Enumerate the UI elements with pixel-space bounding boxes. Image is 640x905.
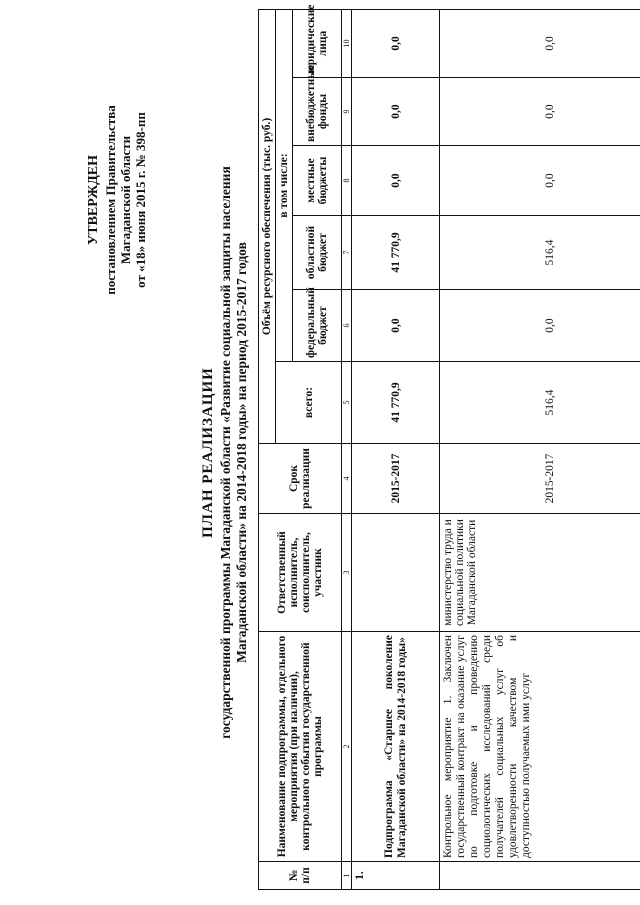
document-title: [198, 40, 250, 865]
col-number: 8: [342, 146, 352, 216]
row-federal: 0,0: [440, 290, 640, 362]
row-period: 2015-2017: [440, 444, 640, 514]
title-main: ПЛАН РЕАЛИЗАЦИИ: [200, 367, 216, 538]
approval-stamp: [86, 50, 148, 350]
plan-table: [258, 4, 640, 890]
col-number: 1: [342, 862, 352, 890]
row-legal: 0,0: [440, 9, 640, 77]
row-total: 41 770,9: [352, 362, 440, 444]
row-num: [440, 862, 640, 890]
col-number: 9: [342, 78, 352, 146]
row-name: Контрольное мероприятие 1. Заключен государственный контракт на оказание услуг по подготовке и проведению социологических исследований среди получателей социальных услуг об удовлетворенности качеством и доступностью получаемых ими услуг: [440, 632, 640, 862]
table-row-control-event: [440, 9, 640, 889]
row-name: Подпрограмма «Старшее поколение Магаданской области» на 2014-2018 годы»: [352, 632, 440, 862]
header-extrabudget: внебюджетные фонды: [293, 78, 342, 146]
header-legal: юридические лица: [293, 9, 342, 77]
row-federal: 0,0: [352, 290, 440, 362]
row-executor: [352, 514, 440, 632]
approval-heading: УТВЕРЖДЕН: [86, 154, 101, 246]
row-extrabudget: 0,0: [440, 78, 640, 146]
row-period: 2015-2017: [352, 444, 440, 514]
header-executor: Ответственный исполнитель, соисполнитель, участник: [259, 514, 342, 632]
header-including: в том числе:: [276, 9, 293, 361]
table-row-subprogram: [352, 9, 440, 889]
row-legal: 0,0: [352, 9, 440, 77]
col-number: 10: [342, 9, 352, 77]
header-federal: федеральный бюджет: [293, 290, 342, 362]
approval-line-1: постановлением Правительства: [103, 105, 118, 295]
header-num: № п/п: [259, 862, 342, 890]
header-period: Срок реализации: [259, 444, 342, 514]
col-number: 5: [342, 362, 352, 444]
header-resources: Объём ресурсного обеспечения (тыс. руб.): [259, 9, 276, 443]
col-number: 7: [342, 216, 352, 290]
title-line-2: Магаданской области» на 2014-2018 годы» на период 2015-2017 годов: [234, 242, 249, 663]
row-num: 1.: [352, 862, 440, 890]
col-number: 4: [342, 444, 352, 514]
row-regional: 41 770,9: [352, 216, 440, 290]
row-total: 516,4: [440, 362, 640, 444]
title-line-1: государственной программы Магаданской области «Развитие социальной защиты населения: [218, 166, 233, 739]
header-row-1: [259, 9, 276, 889]
row-regional: 516,4: [440, 216, 640, 290]
approval-line-3: от «18» июня 2015 г. № 398-пп: [133, 112, 148, 288]
header-regional: областной бюджет: [293, 216, 342, 290]
row-local: 0,0: [352, 146, 440, 216]
header-total: всего:: [276, 362, 342, 444]
approval-line-2: Магаданской области: [118, 135, 133, 265]
header-local: местные бюджеты: [293, 146, 342, 216]
row-local: 0,0: [440, 146, 640, 216]
column-number-row: [342, 9, 352, 889]
row-executor: министерство труда и социальной политики Магаданской области: [440, 514, 640, 632]
header-name: Наименование подпрограммы, отдельного мероприятия (при наличии), контрольного события государственной программы: [259, 632, 342, 862]
col-number: 3: [342, 514, 352, 632]
col-number: 6: [342, 290, 352, 362]
col-number: 2: [342, 632, 352, 862]
row-extrabudget: 0,0: [352, 78, 440, 146]
